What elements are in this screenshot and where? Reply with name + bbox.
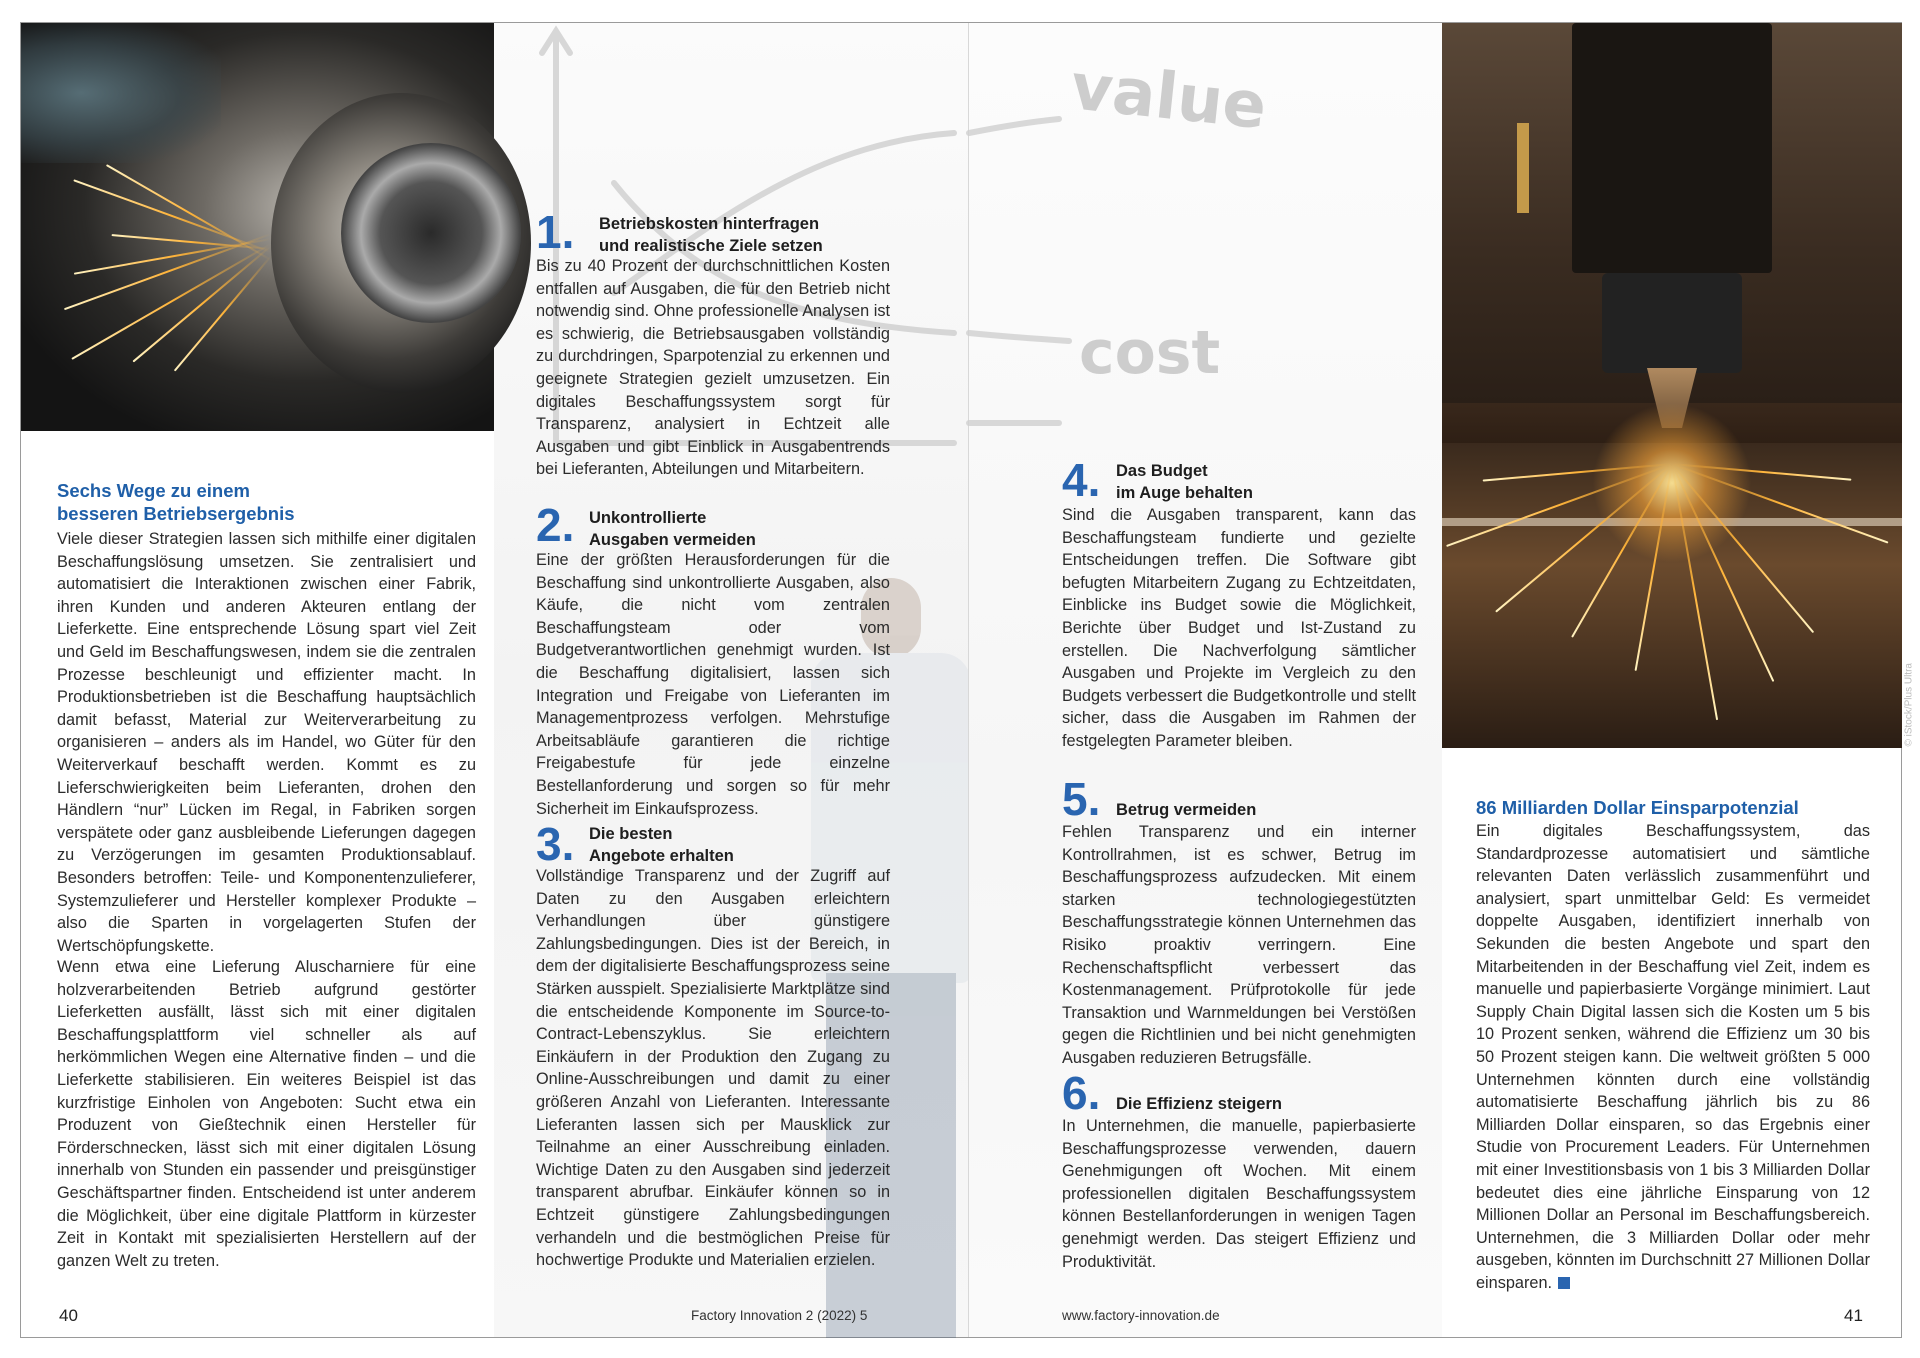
end-mark-icon: [1558, 1277, 1570, 1289]
step-title-4: Das Budget im Auge behalten: [1116, 462, 1253, 502]
step-text-4: Sind die Ausgaben transparent, kann das Beschaffungsteam fundierte und gezielte Entscheidungen treffen. Die Software gibt befugten Mitarbeitern Zugang zu Echtzeitdaten, Einblicke ins Budget sowie die Möglichkeit, Berichte über Budget und Ist-Zustand zu erstellen. Die Nachverfolgung sämtlicher Ausgaben und Projekte im Vergleich zu den Budgets verbessert die Budgetkontrolle und stellt sicher, dass die Ausgaben im Rahmen der festgelegten Parameter bleiben.: [1062, 506, 1416, 750]
step-number-3: 3.: [536, 818, 575, 870]
section-heading-right: 86 Milliarden Dollar Einsparpotenzial: [1476, 797, 1799, 818]
step-text-2: Eine der größten Herausforderungen für die Beschaffung sind unkontrollierte Ausgaben, also Käufe, die nicht vom zentralen Beschaffungsteam oder vom Budgetverantwortlichen genehmigt wurden. Ist die Beschaffung digitalisiert, lassen sich Integration und Freigabe von Lieferanten im Managementprozess verfolgen. Mehrstufige Arbeitsabläufe garantieren die richtige Freigabestufe für jede einzelne Bestellanforderung und sorgen so für mehr Sicherheit im Einkaufsprozess.: [536, 551, 890, 818]
grinder-photo: [21, 23, 494, 431]
footer-magazine: Factory Innovation 2 (2022) 5: [691, 1308, 868, 1323]
step-title-2: Unkontrollierte Ausgaben vermeiden: [589, 509, 756, 549]
step-title-3: Die besten Angebote erhalten: [589, 825, 734, 865]
page-right: [968, 23, 1915, 1337]
step-text-1: Bis zu 40 Prozent der durchschnittlichen Kosten entfallen auf Ausgaben, die für den Betrieb nicht notwendig sind. Ohne professionelle Analysen ist es schwierig, die Betriebsausgaben vollständig zu durchdringen, Sparpotenzial zu erkennen und geeignete Strategien gezielt umzusetzen. Ein digitales Beschaffungssystem sorgt für Transparenz, analysiert in Echtzeit alle Ausgaben und gibt Einblick in Ausgabentrends bei Lieferanten, Abteilungen und Mitarbeitern.: [536, 257, 890, 479]
page-left: [21, 23, 968, 1337]
body-text-right-content: Ein digitales Beschaffungssystem, das Standardprozesse automatisiert und sämtliche relevanten Daten verlässlich zusammenführt und analysiert, spart unmittelbar Geld: Es vermeidet doppelte Ausgaben, identifiziert innerhalb von Sekunden die besten Angebote und spart den Mitarbeitenden in der Beschaffung viel Zeit, indem es manuelle und papierbasierte Vorgänge minimiert. Laut Supply Chain Digital lassen sich die Kosten um 5 bis 10 Prozent senken, während die Effizienz um 30 bis 50 Prozent steigen kann. Die weltweit größten 5 000 Unternehmen könnten durch eine vollständig automatisierte Beschaffung jährlich bis zu 86 Milliarden Dollar einsparen, so das Ergebnis einer Studie von Procurement Leaders. Für Unternehmen mit einer Investitionsbasis von 1 bis 3 Milliarden Dollar bedeutet dies eine jährliche Einsparung von 12 Millionen Dollar an Personal im Beschaffungsbereich. Unternehmen, die 3 Milliarden Dollar oder mehr ausgeben, könnten im Durchschnitt 27 Millionen Dollar einsparen.: [1476, 822, 1870, 1292]
magazine-spread: [20, 22, 1915, 1338]
step-text-5: Fehlen Transparenz und ein interner Kontrollrahmen, ist es schwer, Betrug im Beschaffungsprozess aufzudecken. Mit einem starken technologiegestützten Beschaffungsstrategie können Unternehmen das Risiko proaktiv verringern. Eine Rechenschaftspflicht verbessert das Kostenmanagement. Prüfprotokolle für jede Transaktion und Warnmeldungen bei Verstößen gegen die Richtlinien und bei nicht genehmigten Ausgaben reduzieren Betrugsfälle.: [1062, 823, 1416, 1067]
body-text: Viele dieser Strategien lassen sich mithilfe einer digitalen Beschaffungslösung umsetzen. Sie zentralisiert und automatisiert die Interaktionen zwischen einer Fabrik, ihren Kunden und anderen Akteuren entlang der Lieferkette. Eine entsprechende Lösung spart viel Zeit und Geld im Beschaffungswesen, indem sie die zentralen Prozesse beschleunigt und effizienter macht. In Produktionsbetrieben ist die Beschaffung hauptsächlich damit befasst, Material zur Weiterverarbeitung zu organisieren – anders als im Handel, wo Güter für den Weiterverkauf beschafft werden. Kommt es zu Lieferschwierigkeiten beim Lieferanten, drohen den Händlern “nur” Lücken im Regal, in Fabriken sorgen verspätete oder ganz ausbleibende Lieferungen dagegen zu Verzögerungen im gesamten Produktionsablauf. Besonders betroffen: Teile- und Komponentenzulieferer, Systemzulieferer und Hersteller komplexer Produkte – also die Sparten in vorgelagerten Stufen der Wertschöpfungskette.: [57, 530, 476, 955]
body-text-2: Wenn etwa eine Lieferung Aluscharniere für eine holzverarbeitenden Betrieb aufgrund gestörter Lieferketten ausfällt, lässt sich mit einer digitalen Beschaffungsplattform viel schneller als auf herkömmlichen Wegen eine Alternative finden – und die Lieferkette stabilisieren. Ein weiteres Beispiel ist das kurzfristige Einholen von Angeboten: Sucht etwa ein Produzent von Gießtechnik einen Hersteller für Förderschnecken, lässt sich mit einer digitalen Lösung innerhalb von Stunden ein passender und preisgünstiger Geschäftspartner finden. Entscheidend ist unter anderem die Möglichkeit, über eine digitale Plattform in kürzester Zeit in Kontakt mit spezialisierten Herstellern auf der ganzen Welt zu treten.: [57, 958, 476, 1270]
step-number-2: 2.: [536, 499, 575, 551]
step-number-1: 1.: [536, 206, 575, 258]
page-number-left: 40: [59, 1306, 78, 1325]
section-heading: Sechs Wege zu einem besseren Betriebsergebnis: [57, 480, 295, 524]
step-text-6: In Unternehmen, die manuelle, papierbasierte Beschaffungsprozesse verwenden, dauern Genehmigungen oft Wochen. Mit einem professionellen digitalen Beschaffungssystem können Bestellanforderungen in wenigen Tagen genehmigt werden. Das steigert Effizienz und Produktivität.: [1062, 1117, 1416, 1271]
step-text-3: Vollständige Transparenz und der Zugriff auf Daten zu den Ausgaben erleichtern Verhandlungen über günstigere Zahlungsbedingungen. Dies ist der Bereich, in dem der digitalisierte Beschaffungsprozess seine Stärken ausspielt. Spezialisierte Marktplätze sind die entscheidende Komponente im Source-to-Contract-Lebenszyklus. Sie erleichtern Einkäufern in der Produktion den Zugang zu Online-Ausschreibungen und damit zu einer größeren Anzahl von Lieferanten. Interessante Lieferanten lassen sich per Mausklick zur Teilnahme an einer Ausschreibung einladen. Wichtige Daten zu den Ausgaben sind jederzeit transparent abrufbar. Einkäufer können so in Echtzeit günstigere Zahlungsbedingungen verhandeln und die bestmöglichen Preise für hochwertige Produkte und Materialien erzielen.: [536, 867, 890, 1270]
step-number-6: 6.: [1062, 1067, 1101, 1119]
body-text-right: [1476, 820, 1870, 1294]
svg-text:value: value: [1067, 50, 1270, 145]
step-number-4: 4.: [1062, 454, 1101, 506]
value-cost-sketch-right: [969, 23, 1442, 463]
step-title-1: Betriebskosten hinterfragen und realistische Ziele setzen: [599, 215, 823, 255]
step-title-6: Die Effizienz steigern: [1116, 1095, 1282, 1113]
photo-credit: © iStock/Plus Ultra: [1904, 663, 1915, 747]
footer-url: www.factory-innovation.de: [1062, 1308, 1220, 1323]
svg-text:cost: cost: [1079, 318, 1221, 388]
page-number-right: 41: [1844, 1306, 1863, 1325]
step-title-5: Betrug vermeiden: [1116, 801, 1257, 819]
laser-cutter-photo: [1442, 23, 1915, 748]
step-number-5: 5.: [1062, 773, 1101, 825]
